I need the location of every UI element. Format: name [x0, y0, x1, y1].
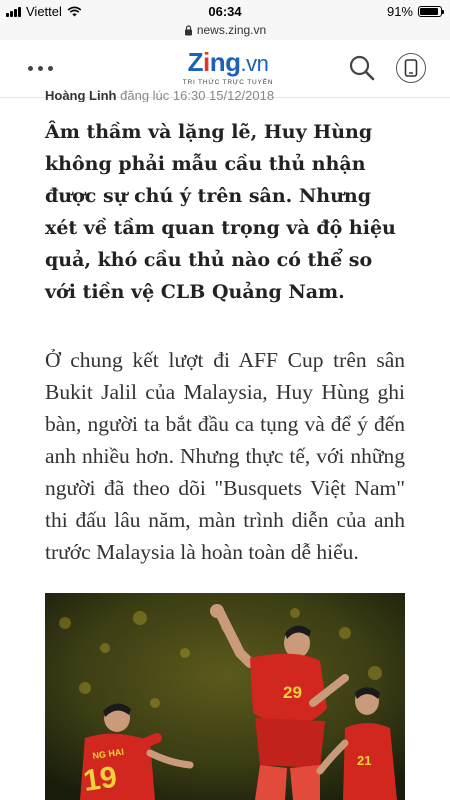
football-celebration-image [45, 593, 405, 800]
article-photo[interactable] [45, 593, 405, 800]
url-text: news.zing.vn [196, 23, 267, 37]
jersey-number-left: 19 [81, 760, 120, 798]
jersey-number-center: 29 [283, 683, 302, 702]
search-icon [348, 54, 376, 82]
logo-main: Zing [187, 47, 241, 77]
article-body [45, 98, 405, 568]
search-button[interactable] [348, 54, 376, 82]
status-bar [0, 0, 450, 22]
phone-icon [404, 59, 418, 77]
battery-percent: 91% [386, 4, 413, 19]
mobile-app-button[interactable] [396, 53, 426, 83]
dot-icon [48, 66, 53, 71]
menu-button[interactable] [28, 58, 54, 78]
publish-time: đăng lúc 16:30 15/12/2018 [120, 88, 275, 102]
address-bar[interactable] [0, 22, 450, 40]
logo-tagline: TRI THỨC TRỰC TUYẾN [182, 79, 274, 86]
article-paragraph: Ở chung kết lượt đi AFF Cup trên sân Bukit Jalil của Malaysia, Huy Hùng ghi bàn, người ta bắt đầu ca tụng và để ý đến anh nhiều hơn. Nhưng thực tế, với những người đã theo dõi "Busquets Việt Nam" thi đấu lâu năm, màn trình diễn của anh trước Malaysia là hoàn toàn dễ hiểu. [45, 348, 405, 564]
carrier-label: Viettel [26, 4, 62, 19]
dot-icon [28, 66, 33, 71]
author-name[interactable]: Hoàng Linh [45, 88, 117, 102]
logo-suffix: .vn [240, 51, 269, 76]
jersey-number-right: 21 [357, 753, 372, 768]
site-logo[interactable] [168, 48, 288, 92]
battery-fill [420, 8, 438, 15]
dot-icon [38, 66, 43, 71]
jersey-name-left: NG HAI [91, 746, 125, 761]
logo-wordmark [168, 48, 288, 78]
status-right [387, 4, 442, 19]
lock-icon [184, 25, 193, 36]
article-sapo: Âm thầm và lặng lẽ, Huy Hùng không phải mẫu cầu thủ nhận được sự chú ý trên sân. Nhưng xét về tầm quan trọng và độ hiệu quả, khó cầu thủ nào có thể so với tiền vệ CLB Quảng Nam. [45, 121, 396, 303]
battery-icon [418, 6, 442, 17]
clock: 06:34 [208, 4, 242, 19]
